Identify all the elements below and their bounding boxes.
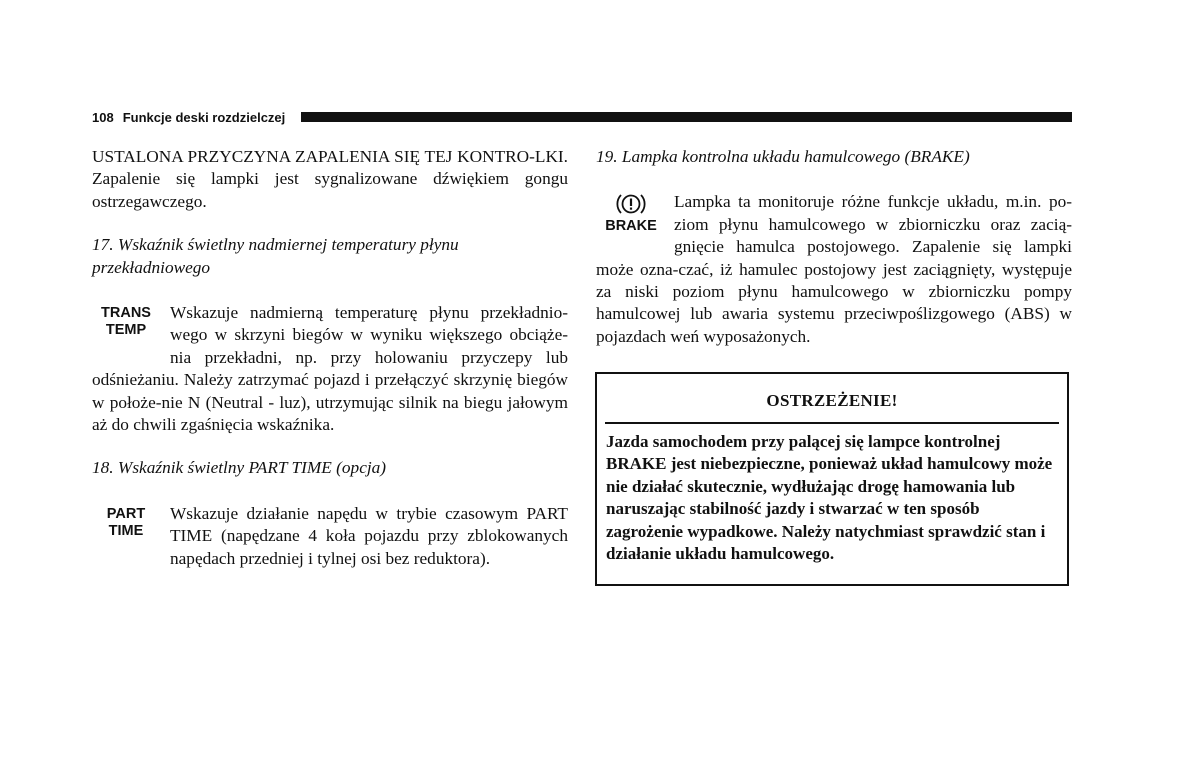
part-time-indicator-line2: TIME <box>108 522 144 539</box>
warning-box <box>595 372 1069 586</box>
left-column <box>92 146 568 570</box>
page-number: 108 <box>92 109 114 125</box>
right-column <box>596 146 1072 348</box>
item-17-text: Wskazuje nadmierną temperaturę płynu przekładnio-wego w skrzyni biegów w wyniku większego obciąże-nia przekładni, np. przy holowaniu przyczepy lub odśnieżaniu. Należy zatrzymać pojazd i przełączyć skrzynię biegów w położe-nie N (Neutral - luz), utrzymując silnik na biegu jałowym aż do chwili zgaśnięcia wskaźnika. <box>92 303 568 435</box>
brake-indicator-label: BRAKE <box>605 218 657 235</box>
intro-paragraph: USTALONA PRZYCZYNA ZAPALENIA SIĘ TEJ KONTRO-LKI. Zapalenie się lampki jest sygnalizowane dźwiękiem gongu ostrzegawczego. <box>92 147 568 211</box>
trans-temp-indicator-line2: TEMP <box>105 322 147 339</box>
page-header <box>92 109 1072 125</box>
trans-temp-indicator-line1: TRANS <box>101 305 151 322</box>
item-18-heading: 18. Wskaźnik świetlny PART TIME (opcja) <box>92 458 387 478</box>
warning-text: Jazda samochodem przy palącej się lampce kontrolnej BRAKE jest niebezpieczne, ponieważ układ hamulcowy może nie działać skutecznie, wydłużając drogę hamowania lub naruszając stabilność jazdy i stwarzać w ten sposób zagrożenie wypadkowe. Należy natychmiast sprawdzić stan i działanie układu hamulcowego. <box>606 432 1053 564</box>
part-time-indicator-line1: PART <box>106 505 146 522</box>
part-time-indicator-icon <box>92 506 160 550</box>
warning-title: OSTRZEŻENIE! <box>766 391 898 410</box>
item-17-body <box>92 302 568 436</box>
header-rule <box>301 112 1072 122</box>
item-19-text: Lampka ta monitoruje różne funkcje układu, m.in. po-ziom płynu hamulcowego w zbiorniczku oraz zacią-gnięcie hamulca postojowego. Zapalenie się lampki może ozna-czać, iż hamulec postojowy jest zaciągnięty, występuje za niski poziom płynu hamulcowego w zbiorniczku pompy hamulcowej lub awaria systemu przeciwpoślizgowego (ABS) w pojazdach weń wyposażonych. <box>596 192 1072 346</box>
item-18-body <box>92 503 568 570</box>
item-19-heading: 19. Lampka kontrolna układu hamulcowego (BRAKE) <box>596 147 970 166</box>
trans-temp-indicator-icon <box>92 305 160 349</box>
item-17-heading: 17. Wskaźnik świetlny nadmiernej temperatury płynu przekładniowego <box>92 235 459 277</box>
item-18-text: Wskazuje działanie napędu w trybie czasowym PART TIME (napędzane 4 koła pojazdu przy zblokowanych napędach przedniej i tylnej osi bez reduktora). <box>170 503 568 568</box>
item-19-body <box>596 191 1072 348</box>
brake-indicator <box>596 191 666 241</box>
warning-divider <box>605 422 1059 424</box>
section-title: Funkcje deski rozdzielczej <box>122 109 286 125</box>
brake-warning-icon <box>614 191 648 217</box>
